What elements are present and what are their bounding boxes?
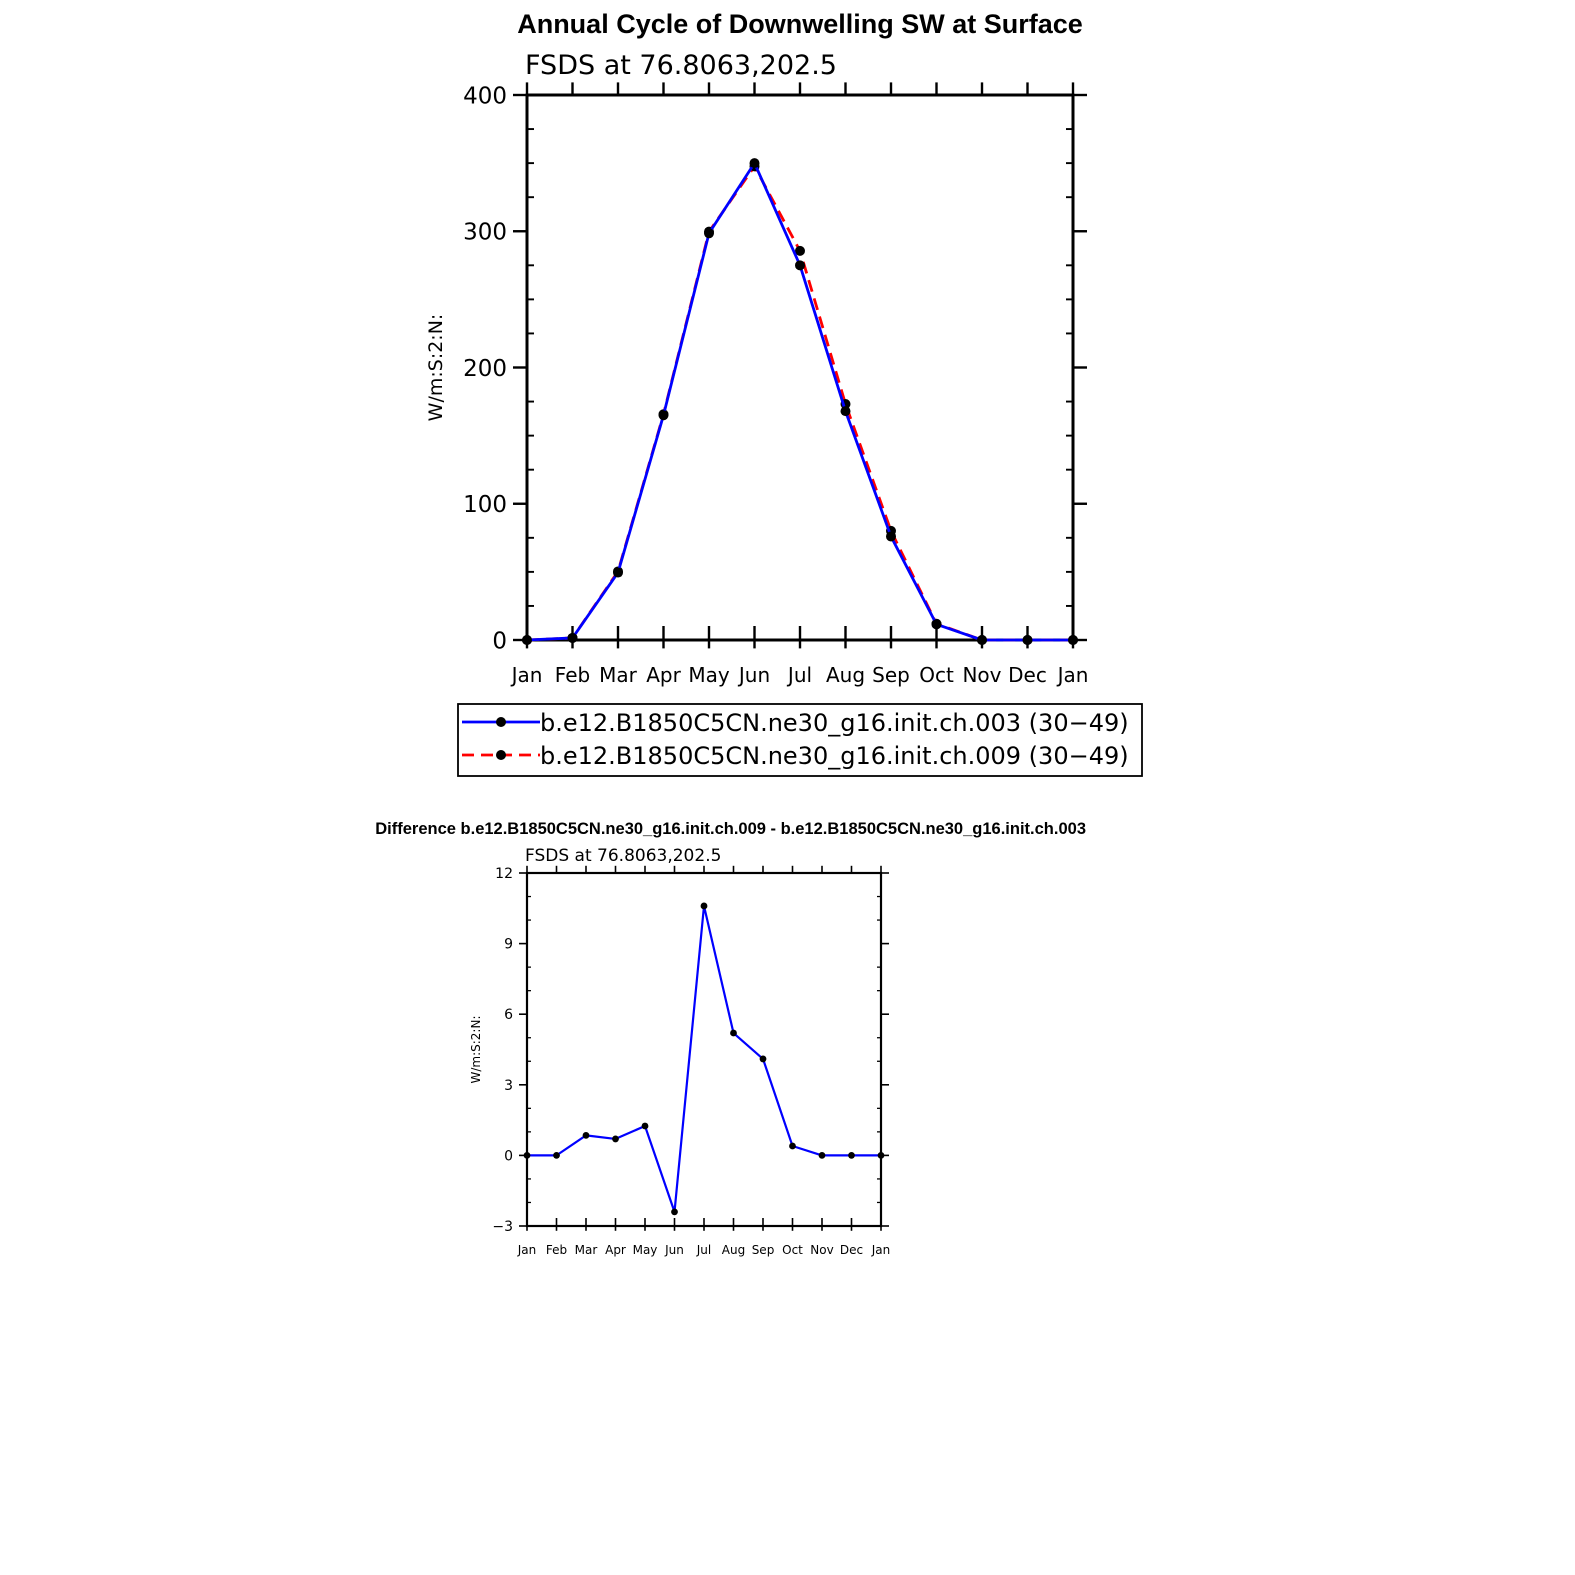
y-tick-label: 400 bbox=[463, 83, 507, 110]
y-tick-label: 0 bbox=[492, 628, 507, 655]
data-point bbox=[878, 1152, 885, 1159]
data-point bbox=[789, 1143, 796, 1150]
x-tick-label: Oct bbox=[782, 1243, 803, 1257]
data-point bbox=[841, 406, 851, 416]
data-point bbox=[671, 1208, 678, 1215]
x-tick-label: Dec bbox=[839, 1243, 864, 1257]
x-tick-label: Feb bbox=[554, 663, 591, 687]
data-point bbox=[1023, 635, 1033, 645]
legend-swatch-marker bbox=[496, 717, 506, 727]
plot-frame bbox=[527, 95, 1073, 640]
x-tick-label: Jun bbox=[738, 663, 771, 687]
x-tick-label: Mar bbox=[599, 663, 637, 687]
x-tick-label: Nov bbox=[810, 1243, 834, 1257]
legend-entry: b.e12.B1850C5CN.ne30_g16.init.ch.003 (30−49) bbox=[540, 709, 1129, 737]
annual-cycle-chart bbox=[425, 9, 1088, 687]
chart-subtitle: FSDS at 76.8063,202.5 bbox=[525, 50, 837, 81]
data-point bbox=[642, 1123, 649, 1130]
y-tick-label: 9 bbox=[504, 936, 513, 953]
x-tick-label: May bbox=[632, 1243, 658, 1257]
series-line-1 bbox=[527, 906, 881, 1212]
y-tick-label: 0 bbox=[504, 1148, 513, 1165]
x-tick-label: Jun bbox=[665, 1243, 684, 1257]
chart-title: Annual Cycle of Downwelling SW at Surface bbox=[517, 9, 1083, 39]
legend-entry: b.e12.B1850C5CN.ne30_g16.init.ch.009 (30−49) bbox=[540, 742, 1129, 770]
data-point bbox=[553, 1152, 560, 1159]
data-point bbox=[583, 1132, 590, 1139]
x-tick-label: Mar bbox=[574, 1243, 598, 1257]
x-tick-label: Aug bbox=[721, 1243, 746, 1257]
data-point bbox=[612, 1136, 619, 1143]
data-point bbox=[1068, 635, 1078, 645]
y-tick-label: 100 bbox=[463, 492, 507, 519]
x-tick-label: Jul bbox=[696, 1243, 712, 1257]
x-tick-label: Jan bbox=[871, 1243, 891, 1257]
series-line-1 bbox=[527, 163, 1073, 640]
chart-title: Difference b.e12.B1850C5CN.ne30_g16.init.ch.009 - b.e12.B1850C5CN.ne30_g16.init.ch.003 bbox=[375, 820, 1086, 838]
data-point bbox=[977, 635, 987, 645]
chart-subtitle: FSDS at 76.8063,202.5 bbox=[525, 846, 722, 866]
data-point bbox=[522, 635, 532, 645]
legend bbox=[458, 704, 1142, 776]
x-tick-label: Dec bbox=[1008, 663, 1047, 687]
data-point bbox=[704, 228, 714, 238]
y-tick-label: 300 bbox=[463, 219, 507, 246]
x-tick-label: Jul bbox=[787, 663, 813, 687]
y-tick-label: 200 bbox=[463, 355, 507, 382]
data-point bbox=[524, 1152, 531, 1159]
x-tick-label: Oct bbox=[919, 663, 954, 687]
data-point bbox=[795, 260, 805, 270]
x-tick-label: May bbox=[688, 663, 730, 687]
legend-swatch-marker bbox=[496, 750, 506, 760]
x-tick-label: Aug bbox=[825, 663, 866, 687]
data-point bbox=[613, 568, 623, 578]
difference-chart bbox=[375, 820, 1086, 1257]
x-tick-label: Jan bbox=[1057, 663, 1089, 687]
y-axis-label: W/m:S:2:N: bbox=[469, 1015, 483, 1084]
x-tick-label: Sep bbox=[872, 663, 910, 687]
x-tick-label: Feb bbox=[545, 1243, 568, 1257]
data-point bbox=[848, 1152, 855, 1159]
x-tick-label: Apr bbox=[605, 1243, 626, 1257]
y-tick-label: 6 bbox=[504, 1007, 513, 1024]
data-point bbox=[659, 410, 669, 420]
y-tick-label: 3 bbox=[504, 1077, 513, 1094]
x-tick-label: Jan bbox=[511, 663, 543, 687]
y-tick-label: 12 bbox=[495, 866, 513, 883]
data-point bbox=[730, 1030, 737, 1037]
x-tick-label: Apr bbox=[646, 663, 681, 687]
data-point bbox=[750, 158, 760, 168]
y-tick-label: −3 bbox=[492, 1219, 513, 1236]
x-tick-label: Jan bbox=[517, 1243, 537, 1257]
data-point bbox=[760, 1056, 767, 1063]
y-axis-label: W/m:S:2:N: bbox=[425, 313, 447, 422]
data-point bbox=[701, 903, 708, 910]
data-point bbox=[886, 531, 896, 541]
series-line-2 bbox=[527, 166, 1073, 640]
data-point bbox=[819, 1152, 826, 1159]
data-point bbox=[568, 633, 578, 643]
data-point bbox=[932, 619, 942, 629]
x-tick-label: Sep bbox=[751, 1243, 775, 1257]
x-tick-label: Nov bbox=[962, 663, 1002, 687]
plot-frame bbox=[527, 873, 881, 1226]
